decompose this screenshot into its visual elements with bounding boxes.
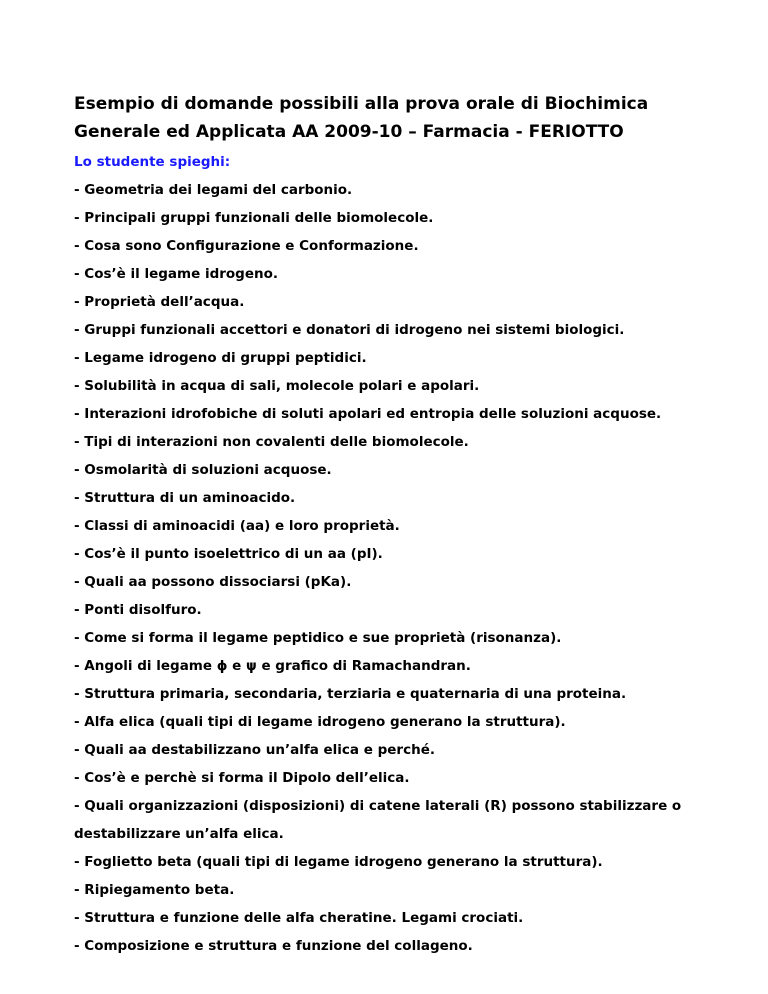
document-title-line-1: Esempio di domande possibili alla prova orale di Biochimica [74, 94, 649, 114]
question-item: - Proprietà dell’acqua. [74, 294, 245, 310]
question-item: - Cosa sono Configurazione e Conformazione. [74, 238, 419, 254]
question-item: - Quali aa destabilizzano un’alfa elica e perché. [74, 742, 435, 758]
question-item: - Foglietto beta (quali tipi di legame idrogeno generano la struttura). [74, 854, 603, 870]
question-item: - Osmolarità di soluzioni acquose. [74, 462, 332, 478]
question-item: - Cos’è e perchè si forma il Dipolo dell’elica. [74, 770, 410, 786]
question-item: - Composizione e struttura e funzione del collageno. [74, 938, 473, 954]
question-item: - Cos’è il punto isoelettrico di un aa (pI). [74, 546, 383, 562]
question-item: - Gruppi funzionali accettori e donatori di idrogeno nei sistemi biologici. [74, 322, 625, 338]
question-item: - Interazioni idrofobiche di soluti apolari ed entropia delle soluzioni acquose. [74, 406, 662, 422]
question-list [74, 176, 714, 960]
question-item: - Struttura di un aminoacido. [74, 490, 296, 506]
question-item: - Quali organizzazioni (disposizioni) di catene laterali (R) possono stabilizzare o destabilizzare un’alfa elica. [74, 798, 682, 842]
question-item: - Legame idrogeno di gruppi peptidici. [74, 350, 367, 366]
question-item: - Ripiegamento beta. [74, 882, 235, 898]
question-item: - Tipi di interazioni non covalenti delle biomolecole. [74, 434, 469, 450]
question-item: - Cos’è il legame idrogeno. [74, 266, 278, 282]
question-item: - Struttura e funzione delle alfa cheratine. Legami crociati. [74, 910, 524, 926]
intro-text: Lo studente spieghi: [74, 154, 231, 170]
document-page [74, 90, 714, 960]
question-item: - Principali gruppi funzionali delle biomolecole. [74, 210, 434, 226]
question-item: - Geometria dei legami del carbonio. [74, 182, 353, 198]
document-title-line-2: Generale ed Applicata AA 2009-10 – Farmacia - FERIOTTO [74, 122, 624, 142]
question-item: - Angoli di legame ϕ e ψ e grafico di Ramachandran. [74, 658, 471, 674]
question-item: - Ponti disolfuro. [74, 602, 202, 618]
question-item: - Solubilità in acqua di sali, molecole polari e apolari. [74, 378, 480, 394]
question-item: - Quali aa possono dissociarsi (pKa). [74, 574, 352, 590]
question-item: - Come si forma il legame peptidico e sue proprietà (risonanza). [74, 630, 562, 646]
question-item: - Classi di aminoacidi (aa) e loro proprietà. [74, 518, 400, 534]
question-item: - Struttura primaria, secondaria, terziaria e quaternaria di una proteina. [74, 686, 627, 702]
question-item: - Alfa elica (quali tipi di legame idrogeno generano la struttura). [74, 714, 566, 730]
